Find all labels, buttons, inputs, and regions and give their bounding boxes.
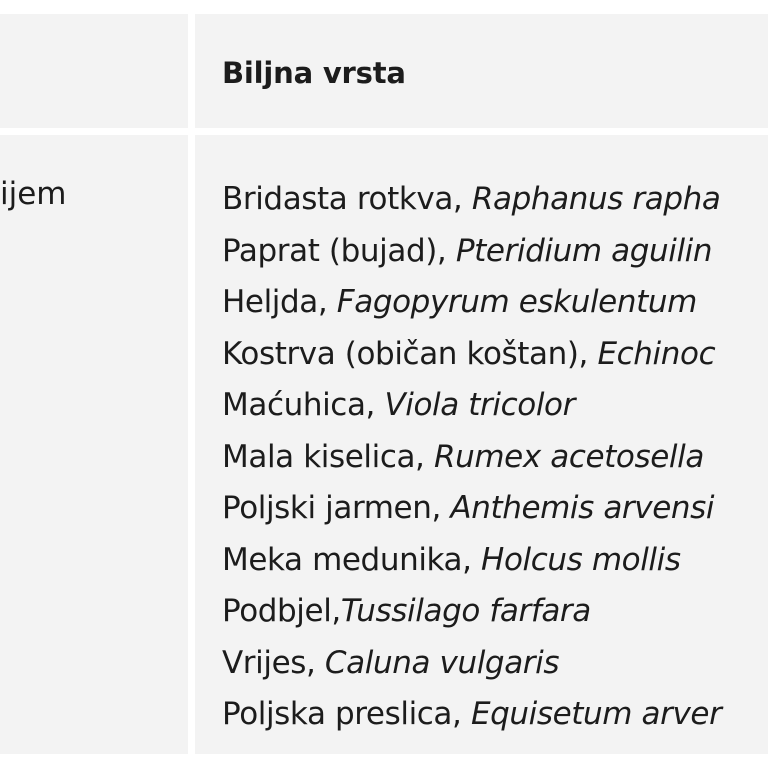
left-cell-text: ijem — [0, 176, 67, 212]
species-item — [222, 432, 768, 484]
species-latin: Anthemis arvensi — [450, 490, 715, 526]
species-item — [222, 689, 768, 741]
species-common: Podbjel, — [222, 593, 341, 629]
species-common: Paprat (bujad), — [222, 232, 456, 269]
species-item — [222, 277, 768, 329]
species-item — [222, 586, 768, 638]
species-latin: Caluna vulgaris — [324, 644, 560, 681]
species-common: Maćuhica, — [222, 387, 385, 423]
header-species: Biljna vrsta — [222, 56, 406, 90]
species-latin: Holcus mollis — [481, 541, 681, 578]
species-common: Vrijes, — [222, 644, 325, 681]
species-common: Bridasta rotkva, — [222, 181, 472, 217]
species-item — [222, 535, 768, 587]
species-common: Meka medunika, — [222, 541, 482, 578]
species-item — [222, 483, 768, 535]
species-latin: Viola tricolor — [384, 387, 575, 423]
column-divider — [188, 14, 195, 754]
species-latin: Rumex acetosella — [433, 438, 704, 475]
species-common: Poljska preslica, — [222, 696, 471, 732]
species-latin: Raphanus rapha — [471, 181, 721, 217]
species-latin: Echinoc — [597, 335, 716, 372]
species-latin: Tussilago farfara — [340, 593, 591, 629]
species-common: Kostrva (običan koštan), — [222, 335, 598, 372]
species-item — [222, 638, 768, 690]
species-latin: Fagopyrum eskulentum — [336, 284, 697, 320]
species-latin: Pteridium aguilin — [455, 232, 713, 269]
species-item — [222, 380, 768, 432]
species-common: Mala kiselica, — [222, 438, 434, 475]
species-table — [0, 14, 768, 754]
species-item — [222, 174, 768, 226]
species-list — [222, 174, 768, 741]
species-latin: Equisetum arver — [470, 696, 722, 732]
species-common: Heljda, — [222, 284, 337, 320]
species-item — [222, 329, 768, 381]
row-divider — [0, 128, 768, 135]
species-common: Poljski jarmen, — [222, 490, 451, 526]
species-item — [222, 226, 768, 278]
